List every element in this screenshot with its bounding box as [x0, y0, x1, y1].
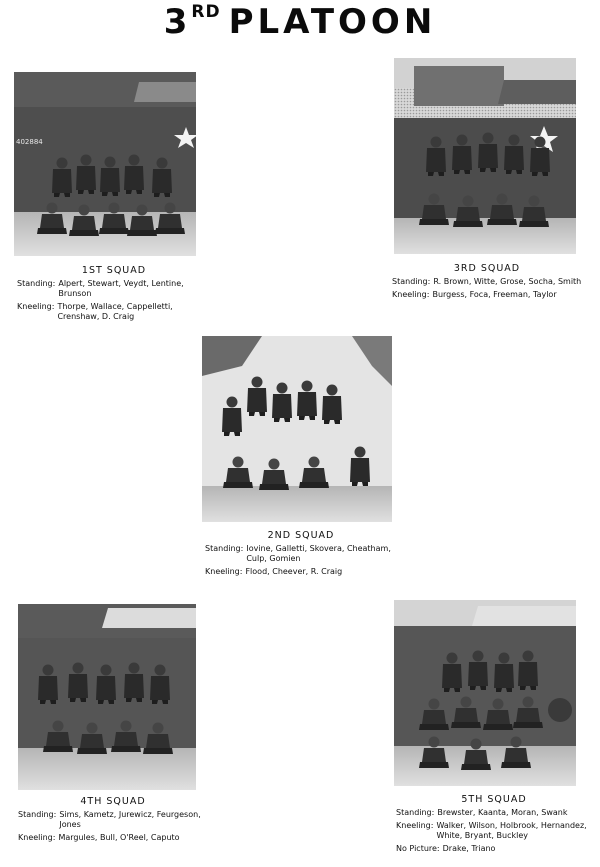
standing-names: Iovine, Galletti, Skovera, Cheatham, Culp, Gomien [246, 544, 391, 563]
photo-1st-squad [14, 72, 196, 256]
standing-row [396, 808, 592, 818]
kneeling-label: Kneeling: [205, 567, 243, 576]
page-title [0, 2, 600, 42]
caption-3rd-squad [392, 264, 582, 303]
photo-5th-squad [394, 600, 576, 786]
title-ordinal: 3 [163, 2, 192, 42]
standing-label: Standing: [396, 808, 435, 817]
standing-row [392, 277, 582, 287]
kneeling-label: Kneeling: [396, 821, 434, 830]
kneeling-row [392, 290, 582, 300]
kneeling-names: Burgess, Foca, Freeman, Taylor [432, 290, 557, 299]
caption-2nd-squad [205, 531, 397, 580]
standing-names: Alpert, Stewart, Veydt, Lentine, Brunson [58, 279, 184, 298]
photo-4th-squad [18, 604, 196, 790]
kneeling-label: Kneeling: [17, 302, 55, 311]
standing-row [205, 544, 397, 564]
squad-title: 5TH SQUAD [461, 794, 527, 805]
standing-names: Brewster, Kaanta, Moran, Swank [437, 808, 568, 817]
standing-names: R. Brown, Witte, Grose, Socha, Smith [433, 277, 582, 286]
kneeling-row [18, 833, 208, 843]
squad-title: 2ND SQUAD [267, 530, 335, 541]
squad-title: 1ST SQUAD [81, 265, 147, 276]
no-picture-names: Drake, Triano [442, 844, 496, 853]
standing-row [17, 279, 211, 299]
kneeling-row [205, 567, 397, 577]
kneeling-names: Flood, Cheever, R. Craig [245, 567, 343, 576]
standing-label: Standing: [392, 277, 431, 286]
standing-row [18, 810, 208, 830]
kneeling-names: Thorpe, Wallace, Cappelletti, Crenshaw, D. Craig [57, 302, 173, 321]
standing-names: Sims, Kametz, Jurewicz, Feurgeson, Jones [59, 810, 201, 829]
title-word: PLATOON [228, 2, 437, 42]
no-picture-label: No Picture: [396, 844, 440, 853]
photo-2nd-squad [202, 336, 392, 522]
no-picture-row [396, 844, 592, 854]
kneeling-row [17, 302, 211, 322]
kneeling-row [396, 821, 592, 841]
kneeling-names: Walker, Wilson, Holbrook, Hernandez, White, Bryant, Buckley [436, 821, 587, 840]
title-ordinal-suffix: RD [191, 2, 221, 22]
standing-label: Standing: [17, 279, 56, 288]
vehicle-number: 402884 [16, 138, 43, 146]
squad-title: 3RD SQUAD [453, 263, 521, 274]
standing-label: Standing: [18, 810, 57, 819]
photo-3rd-squad [394, 58, 576, 254]
caption-5th-squad [396, 795, 592, 857]
kneeling-names: Margules, Bull, O'Reel, Caputo [58, 833, 180, 842]
squad-title: 4TH SQUAD [80, 796, 146, 807]
standing-label: Standing: [205, 544, 244, 553]
caption-4th-squad [18, 797, 208, 846]
kneeling-label: Kneeling: [18, 833, 56, 842]
kneeling-label: Kneeling: [392, 290, 430, 299]
caption-1st-squad [17, 266, 211, 325]
